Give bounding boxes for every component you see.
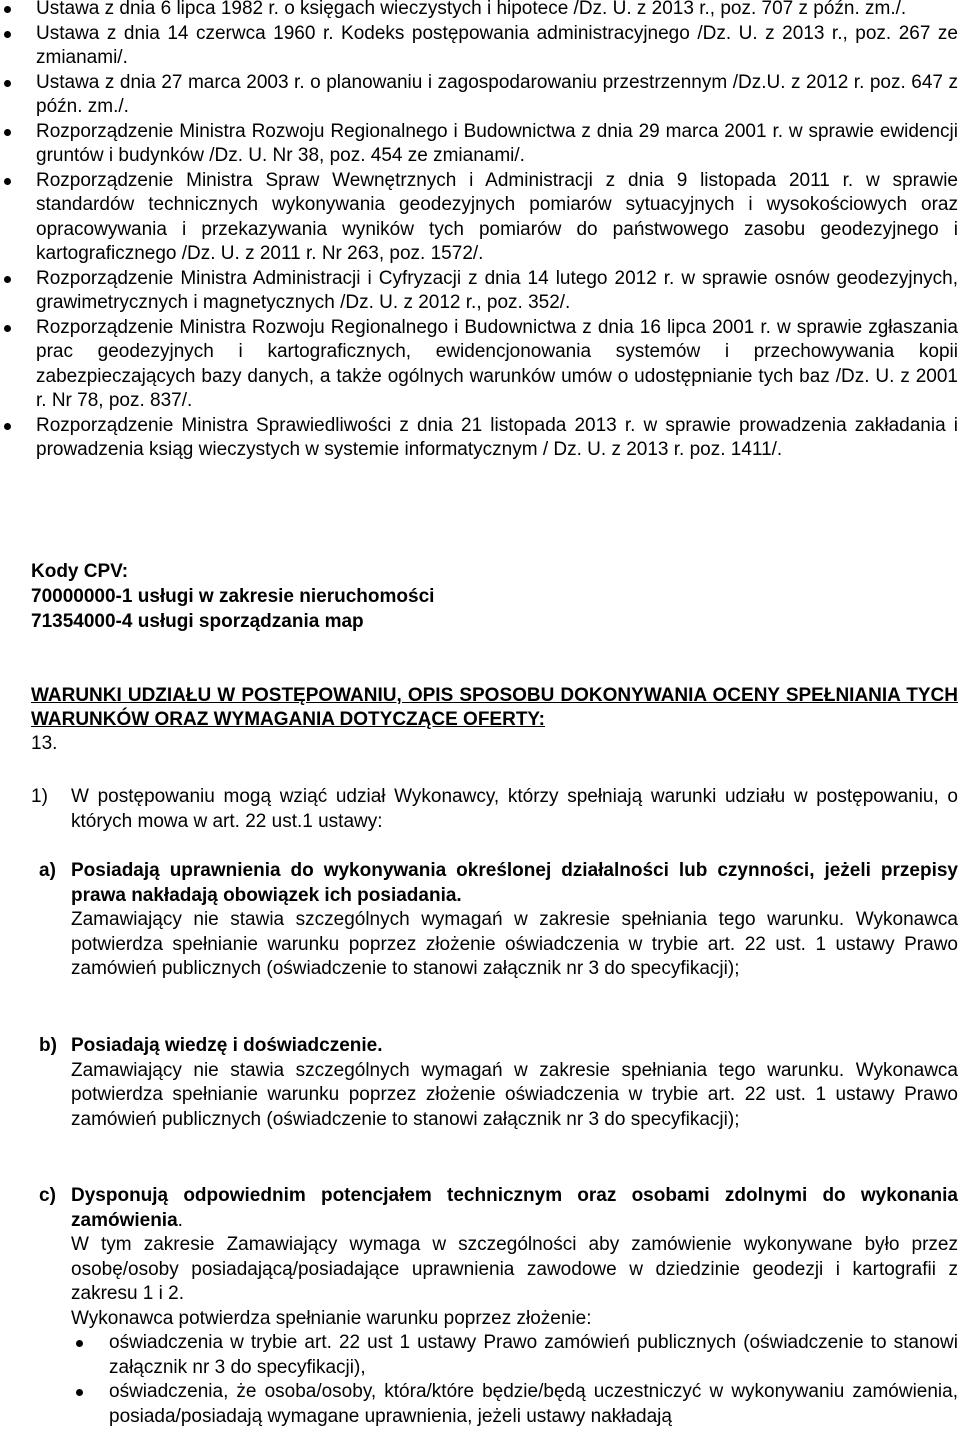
proof-list xyxy=(71,1331,958,1429)
cpv-codes-block xyxy=(31,559,731,634)
condition-heading: Dysponują odpowiednim potencjałem technicznym oraz osobami zdolnymi do wykonania zamówienia xyxy=(71,1185,958,1231)
condition-text: W tym zakresie Zamawiający wymaga w szczególności aby zamówienie wykonywane było przez osobę/osoby posiadającą/posiadające uprawnienia zawodowe w dziedzinie geodezji i kartografii z zakresu 1 i 2. xyxy=(71,1234,958,1304)
bullet-icon xyxy=(4,423,11,430)
proof-item: oświadczenia, że osoba/osoby, która/które będzie/będą uczestniczyć w wykonywaniu zamówienia, posiada/posiadają wymagane uprawnienia, jeżeli ustawy nakładają xyxy=(71,1380,958,1429)
bullet-icon xyxy=(76,1340,83,1347)
bullet-icon xyxy=(76,1389,83,1396)
condition-a xyxy=(39,859,958,982)
condition-letter: a) xyxy=(39,860,56,881)
legal-act-item: Ustawa z dnia 6 lipca 1982 r. o księgach wieczystych i hipotece /Dz. U. z 2013 r., poz. 707 z późn. zm./. xyxy=(0,0,958,22)
legal-acts-list xyxy=(0,0,958,463)
condition-letter: c) xyxy=(39,1185,56,1206)
point-text: W postępowaniu mogą wziąć udział Wykonawcy, którzy spełniają warunki udziału w postępowaniu, o których mowa w art. 22 ust.1 ustawy: xyxy=(71,786,958,832)
section-heading: WARUNKI UDZIAŁU W POSTĘPOWANIU, OPIS SPOSOBU DOKONYWANIA OCENY SPEŁNIANIA TYCH WARUNKÓW ORAZ WYMAGANIA DOTYCZĄCE OFERTY: xyxy=(31,685,958,730)
proof-item: oświadczenia w trybie art. 22 ust 1 ustawy Prawo zamówień publicznych (oświadczenie to stanowi załącznik nr 3 do specyfikacji), xyxy=(71,1331,958,1380)
legal-act-item: Rozporządzenie Ministra Rozwoju Regionalnego i Budownictwa z dnia 29 marca 2001 r. w sprawie ewidencji gruntów i budynków /Dz. U. Nr 38, poz. 454 ze zmianami/. xyxy=(0,120,958,169)
condition-b xyxy=(39,1034,958,1132)
point-number: 1) xyxy=(31,786,48,807)
legal-act-item: Ustawa z dnia 14 czerwca 1960 r. Kodeks postępowania administracyjnego /Dz. U. z 2013 r., poz. 267 ze zmianami/. xyxy=(0,22,958,71)
legal-act-item: Rozporządzenie Ministra Administracji i Cyfryzacji z dnia 14 lutego 2012 r. w sprawie osnów geodezyjnych, grawimetrycznych i magnetycznych /Dz. U. z 2012 r., poz. 352/. xyxy=(0,267,958,316)
condition-heading-end: . xyxy=(177,1209,183,1231)
section-number: 13. xyxy=(31,733,58,754)
condition-text: Zamawiający nie stawia szczególnych wymagań w zakresie spełniania tego warunku. Wykonawca potwierdza spełnianie warunku poprzez złożenie oświadczenia w trybie art. 22 ust. 1 ustawy Prawo zamówień publicznych (oświadczenie to stanowi załącznik nr 3 do specyfikacji); xyxy=(71,909,958,979)
condition-text: Zamawiający nie stawia szczególnych wymagań w zakresie spełniania tego warunku. Wykonawca potwierdza spełnianie warunku poprzez złożenie oświadczenia w trybie art. 22 ust. 1 ustawy Prawo zamówień publicznych (oświadczenie to stanowi załącznik nr 3 do specyfikacji); xyxy=(71,1059,958,1130)
condition-heading: Posiadają wiedzę i doświadczenie. xyxy=(71,1035,383,1056)
bullet-icon xyxy=(4,129,11,136)
legal-act-item: Rozporządzenie Ministra Sprawiedliwości z dnia 21 listopada 2013 r. w sprawie prowadzenia zakładania i prowadzenia ksiąg wieczystych w systemie informatycznym / Dz. U. z 2013 r. poz. 1411/. xyxy=(0,414,958,463)
bullet-icon xyxy=(4,80,11,87)
legal-act-item: Rozporządzenie Ministra Spraw Wewnętrznych i Administracji z dnia 9 listopada 2011 r. w sprawie standardów technicznych wykonywania geodezyjnych pomiarów sytuacyjnych i wysokościowych oraz opracowywania i przekazywania wyników tych pomiarów do państwowego zasobu geodezyjnego i kartograficznego /Dz. U. z 2011 r. Nr 263, poz. 1572/. xyxy=(0,169,958,267)
bullet-icon xyxy=(4,31,11,38)
bullet-icon xyxy=(4,325,11,332)
cpv-code: 70000000-1 usługi w zakresie nieruchomości xyxy=(31,586,435,607)
condition-letter: b) xyxy=(39,1035,57,1056)
conditions-section xyxy=(31,684,958,1427)
condition-c xyxy=(39,1184,958,1429)
point-1 xyxy=(31,785,958,834)
bullet-icon xyxy=(4,6,11,13)
legal-act-item: Rozporządzenie Ministra Rozwoju Regionalnego i Budownictwa z dnia 16 lipca 2001 r. w sprawie zgłaszania prac geodezyjnych i kartograficznych, ewidencjonowania systemów i przechowywania kopii zabezpieczających bazy danych, a także ogólnych warunków umów o udostępnianie tych baz /Dz. U. z 2001 r. Nr 78, poz. 837/. xyxy=(0,316,958,414)
proof-intro: Wykonawca potwierdza spełnianie warunku poprzez złożenie: xyxy=(71,1307,592,1329)
bullet-icon xyxy=(4,276,11,283)
cpv-code: 71354000-4 usługi sporządzania map xyxy=(31,611,364,632)
bullet-icon xyxy=(4,178,11,185)
legal-act-item: Ustawa z dnia 27 marca 2003 r. o planowaniu i zagospodarowaniu przestrzennym /Dz.U. z 2012 r. poz. 647 z późn. zm./. xyxy=(0,71,958,120)
condition-heading: Posiadają uprawnienia do wykonywania określonej działalności lub czynności, jeżeli przepisy prawa nakładają obowiązek ich posiadania. xyxy=(71,860,958,906)
cpv-title: Kody CPV: xyxy=(31,561,129,582)
